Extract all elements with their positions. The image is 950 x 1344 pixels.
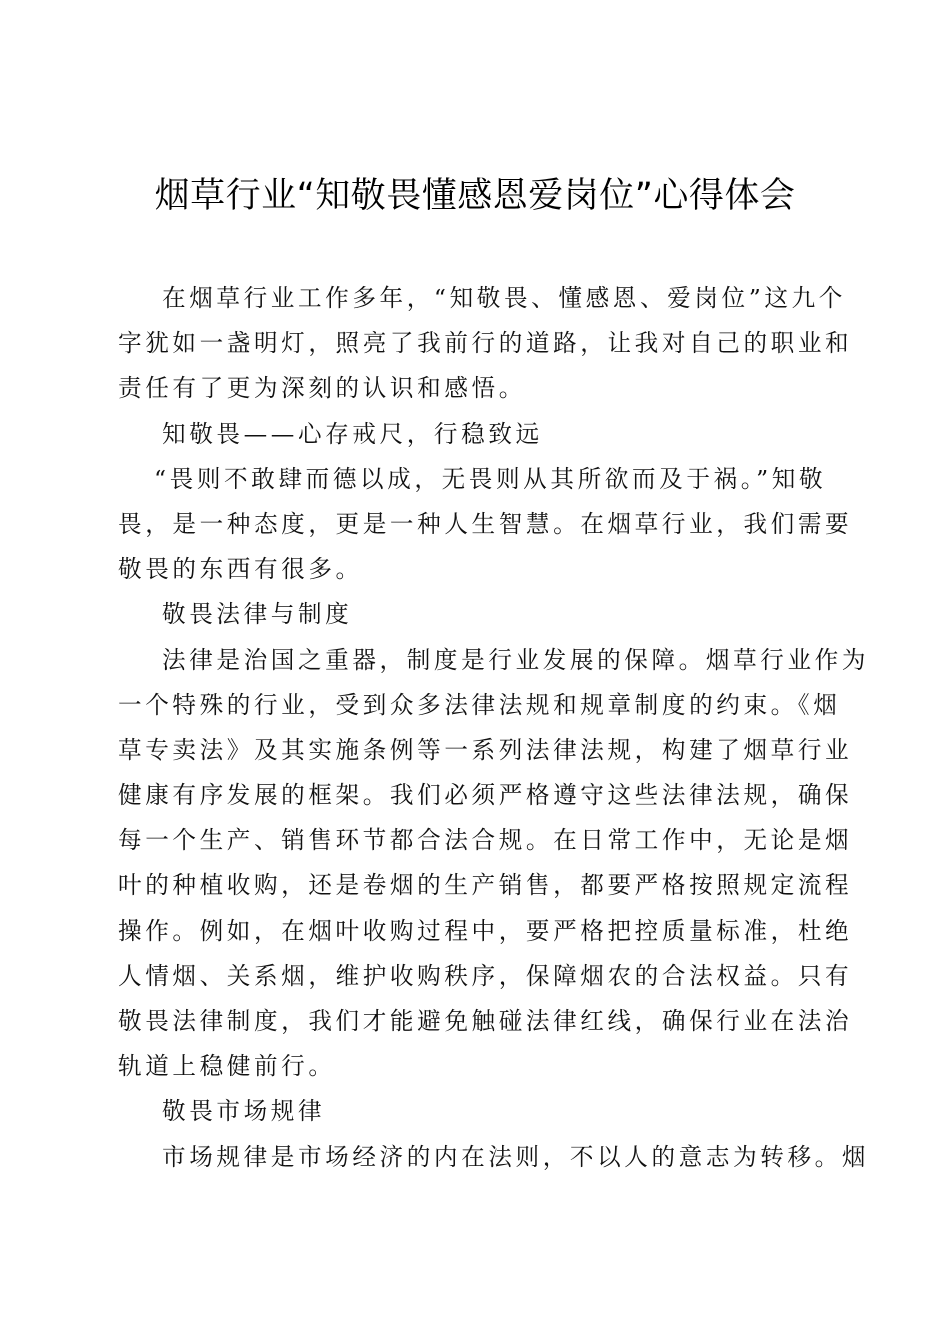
subsection-heading: 敬畏法律与制度: [162, 600, 353, 629]
paragraph-line: 草专卖法》及其实施条例等一系列法律法规，构建了烟草行业: [118, 735, 853, 764]
section-heading: 知敬畏——心存戒尺，行稳致远: [162, 419, 543, 448]
paragraph-line: 法律是治国之重器，制度是行业发展的保障。烟草行业作为: [162, 645, 870, 674]
paragraph-line: 每一个生产、销售环节都合法合规。在日常工作中，无论是烟: [118, 826, 853, 855]
paragraph-line: 市场规律是市场经济的内在法则，不以人的意志为转移。烟: [162, 1142, 870, 1171]
document-title: 烟草行业“知敬畏懂感恩爱岗位”心得体会: [154, 176, 796, 216]
paragraph-line: 责任有了更为深刻的认识和感悟。: [118, 374, 526, 403]
paragraph-line: 操作。例如，在烟叶收购过程中，要严格把控质量标准，杜绝: [118, 916, 853, 945]
subsection-heading: 敬畏市场规律: [162, 1097, 326, 1126]
paragraph-line: 轨道上稳健前行。: [118, 1052, 336, 1081]
paragraph-line: 字犹如一盏明灯，照亮了我前行的道路，让我对自己的职业和: [118, 329, 853, 358]
paragraph-line: “畏则不敢肆而德以成，无畏则从其所欲而及于祸。”知敬: [154, 464, 827, 493]
paragraph-line: 一个特殊的行业，受到众多法律法规和规章制度的约束。《烟: [118, 690, 841, 719]
paragraph-line: 畏，是一种态度，更是一种人生智慧。在烟草行业，我们需要: [118, 509, 853, 538]
paragraph-line: 叶的种植收购，还是卷烟的生产销售，都要严格按照规定流程: [118, 871, 853, 900]
document-body: [118, 276, 870, 1180]
paragraph-line: 健康有序发展的框架。我们必须严格遵守这些法律法规，确保: [118, 781, 853, 810]
paragraph-line: 敬畏法律制度，我们才能避免触碰法律红线，确保行业在法治: [118, 1007, 853, 1035]
paragraph-line: 敬畏的东西有很多。: [118, 555, 363, 584]
paragraph-line: 人情烟、关系烟，维护收购秩序，保障烟农的合法权益。只有: [118, 961, 853, 990]
paragraph-line: 在烟草行业工作多年，“知敬畏、懂感恩、爱岗位”这九个: [162, 284, 846, 312]
